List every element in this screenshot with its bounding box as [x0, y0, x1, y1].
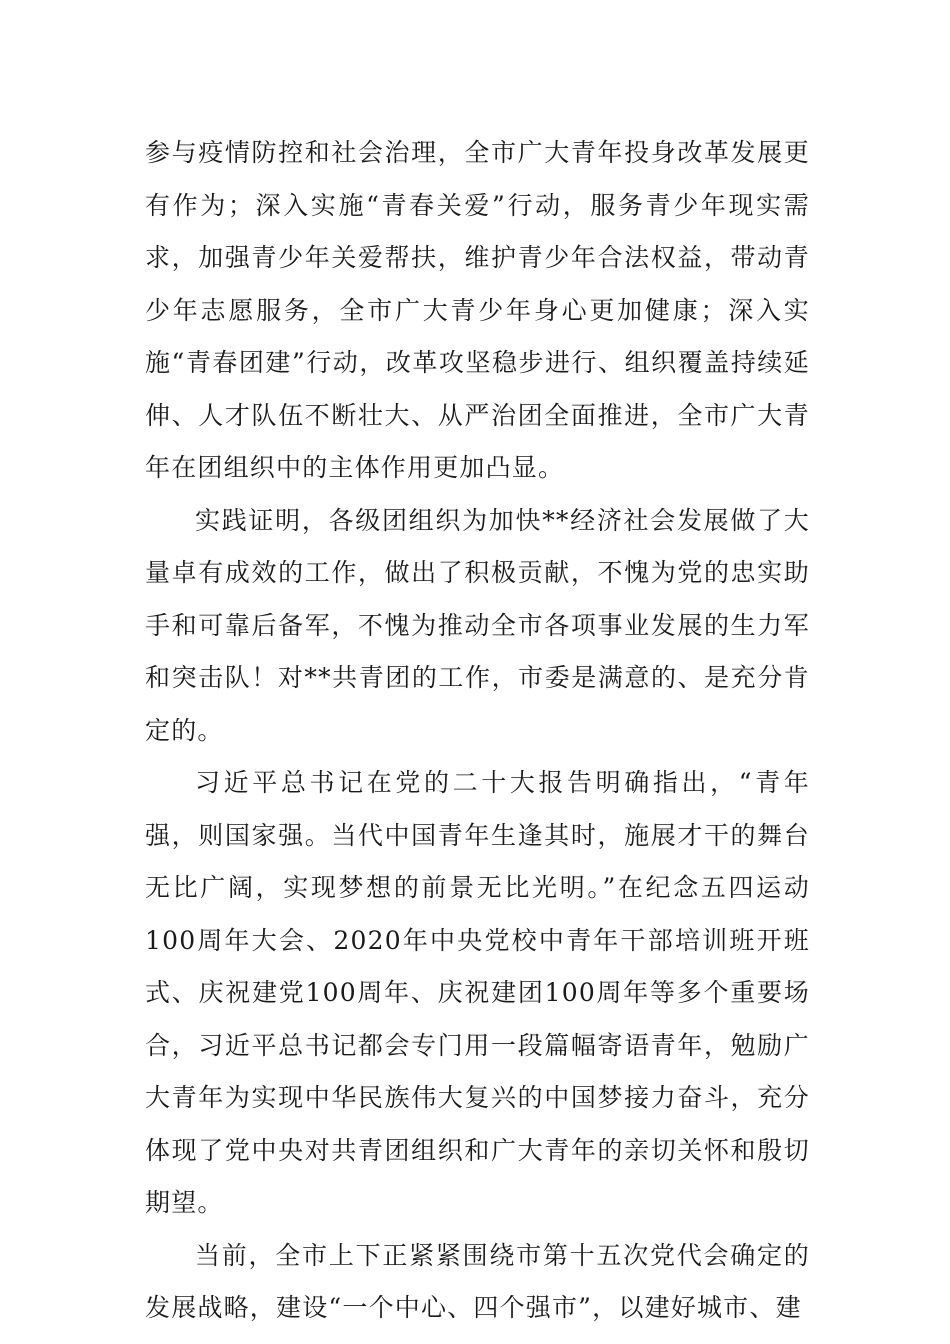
paragraph-2: 实践证明，各级团组织为加快**经济社会发展做了大量卓有成效的工作，做出了积极贡献，不愧为党的忠实助手和可靠后备军，不愧为推动全市各项事业发展的生力军和突击队！对**共青团的工作，市委是满意的、是充分肯定的。 — [145, 505, 810, 745]
paragraph-4: 当前，全市上下正紧紧围绕市第十五次党代会确定的发展战略，建设“一个中心、四个强市”，以建好城市、建 — [145, 1240, 810, 1322]
paragraph-3: 习近平总书记在党的二十大报告明确指出，“青年强，则国家强。当代中国青年生逢其时，施展才干的舞台无比广阔，实现梦想的前景无比光明。”在纪念五四运动100周年大会、2020年中央党校中青年干部培训班开班式、庆祝建党100周年、庆祝建团100周年等多个重要场合，习近平总书记都会专门用一段篇幅寄语青年，勉励广大青年为实现中华民族伟大复兴的中国梦接力奋斗，充分体现了党中央对共青团组织和广大青年的亲切关怀和殷切期望。 — [145, 768, 810, 1217]
document-body — [145, 127, 810, 1335]
paragraph-1: 参与疫情防控和社会治理，全市广大青年投身改革发展更有作为；深入实施“青春关爱”行动，服务青少年现实需求，加强青少年关爱帮扶，维护青少年合法权益，带动青少年志愿服务，全市广大青少年身心更加健康；深入实施“青春团建”行动，改革攻坚稳步进行、组织覆盖持续延伸、人才队伍不断壮大、从严治团全面推进，全市广大青年在团组织中的主体作用更加凸显。 — [145, 138, 810, 482]
